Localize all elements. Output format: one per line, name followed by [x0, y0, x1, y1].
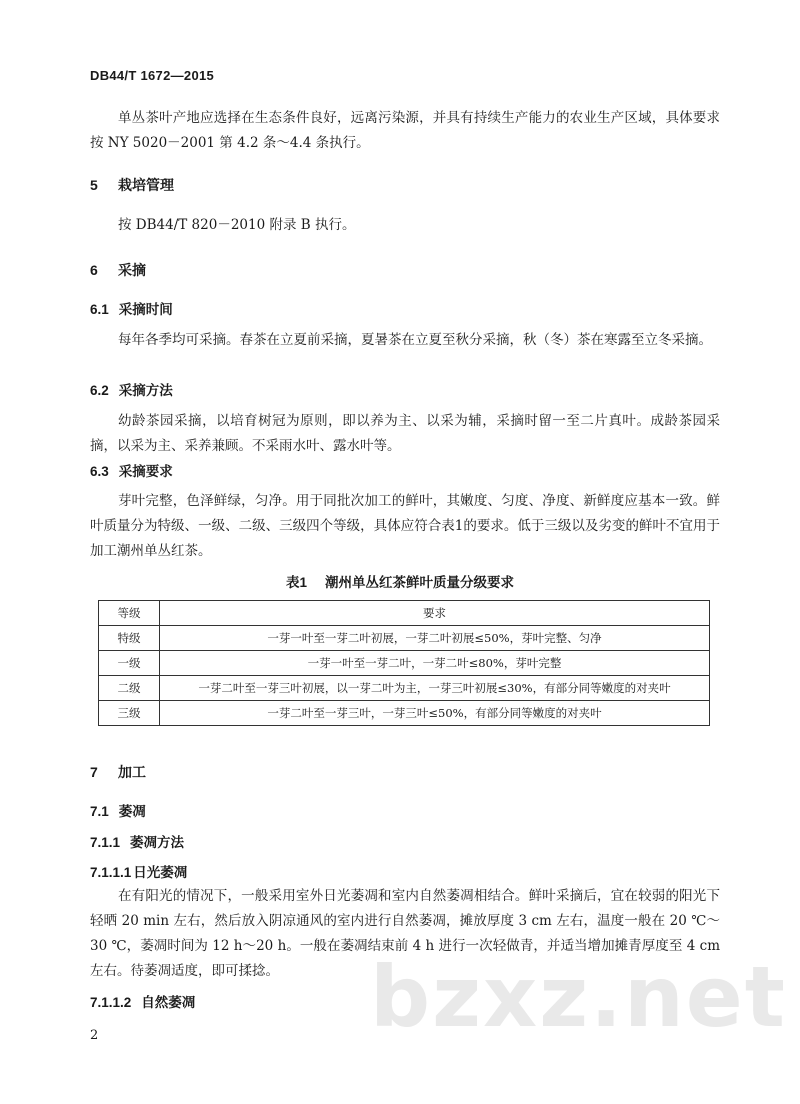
section-title: 采摘方法 [118, 383, 173, 398]
table-row [99, 676, 710, 701]
table-row [99, 701, 710, 726]
table-title: 潮州单丛红茶鲜叶质量分级要求 [325, 575, 514, 590]
section-7-1-1-1-heading [90, 861, 187, 881]
header-cell-requirement: 要求 [160, 601, 710, 626]
grading-table [98, 600, 710, 726]
section-number: 7.1.1 [90, 835, 121, 850]
grade-cell: 一级 [99, 651, 160, 676]
table-row [99, 626, 710, 651]
section-6-heading [90, 260, 146, 280]
section-number: 5 [90, 177, 98, 193]
section-number: 7.1 [90, 804, 109, 819]
table-row [99, 651, 710, 676]
section-6-1-heading [90, 298, 173, 318]
table-number: 表1 [285, 575, 307, 590]
watermark: bzxz.net [370, 948, 787, 1046]
section-number: 7 [90, 764, 98, 780]
table-caption [0, 571, 800, 591]
section-5-paragraph: 按 DB44/T 820－2010 附录 B 执行。 [118, 217, 356, 233]
section-title: 萎凋方法 [130, 835, 185, 850]
section-6-3-paragraph: 芽叶完整，色泽鲜绿，匀净。用于同批次加工的鲜叶，其嫩度、匀度、净度、新鲜度应基本一致。鲜叶质量分为特级、一级、二级、三级四个等级，具体应符合表1的要求。低于三级以及劣变的鲜叶不宜用于加工潮州单丛红茶。 [90, 493, 720, 559]
section-number: 6.1 [90, 302, 109, 317]
section-title: 自然萎凋 [141, 995, 196, 1010]
requirement-cell: 一芽二叶至一芽三叶，一芽三叶≤50%，有部分同等嫩度的对夹叶 [160, 701, 710, 726]
section-7-1-1-1-paragraph: 在有阳光的情况下，一般采用室外日光萎凋和室内自然萎凋相结合。鲜叶采摘后，宜在较弱的阳光下轻晒 20 min 左右，然后放入阴凉通风的室内进行自然萎凋，摊放厚度 3 cm 左右，温度一般在 20 ℃～30 ℃，萎凋时间为 12 h～20 h。一般在萎凋结束前 4 h 进行一次轻做青，并适当增加摊青厚度至 4 cm 左右。待萎凋适度，即可揉捻。 [90, 888, 720, 979]
section-title: 萎凋 [118, 804, 146, 819]
section-7-1-1-2-heading [90, 991, 195, 1011]
section-number: 6.2 [90, 383, 109, 398]
table-header-row [99, 601, 710, 626]
section-6-2-paragraph: 幼龄茶园采摘，以培育树冠为原则，即以养为主、以采为辅，采摘时留一至二片真叶。成龄茶园采摘，以采为主、采养兼顾。不采雨水叶、露水叶等。 [90, 413, 720, 454]
grade-cell: 二级 [99, 676, 160, 701]
section-number: 6.3 [90, 464, 109, 479]
section-title: 采摘要求 [118, 464, 173, 479]
section-7-1-heading [90, 800, 146, 820]
requirement-cell: 一芽一叶至一芽二叶，一芽二叶≤80%，芽叶完整 [160, 651, 710, 676]
page-number: 2 [90, 1028, 99, 1043]
requirement-cell: 一芽一叶至一芽二叶初展，一芽二叶初展≤50%，芽叶完整、匀净 [160, 626, 710, 651]
grade-cell: 特级 [99, 626, 160, 651]
section-title: 加工 [118, 764, 146, 780]
section-title: 日光萎凋 [133, 865, 188, 880]
section-6-1-paragraph: 每年各季均可采摘。春茶在立夏前采摘，夏暑茶在立夏至秋分采摘，秋（冬）茶在寒露至立冬采摘。 [118, 332, 712, 348]
header-cell-grade: 等级 [99, 601, 160, 626]
section-6-3-heading [90, 460, 173, 480]
section-7-heading [90, 762, 146, 782]
section-7-1-1-heading [90, 831, 184, 851]
section-title: 采摘时间 [118, 302, 173, 317]
section-number: 7.1.1.2 [90, 995, 132, 1010]
requirement-cell: 一芽二叶至一芽三叶初展，以一芽二叶为主，一芽三叶初展≤30%，有部分同等嫩度的对夹叶 [160, 676, 710, 701]
standard-code-header: DB44/T 1672—2015 [90, 68, 215, 83]
section-number: 6 [90, 262, 98, 278]
grade-cell: 三级 [99, 701, 160, 726]
section-6-2-heading [90, 379, 173, 399]
section-number: 7.1.1.1 [90, 865, 132, 880]
section-title: 采摘 [118, 262, 146, 278]
section-title: 栽培管理 [118, 177, 174, 193]
intro-paragraph: 单丛茶叶产地应选择在生态条件良好，远离污染源，并具有持续生产能力的农业生产区域，具体要求按 NY 5020－2001 第 4.2 条～4.4 条执行。 [90, 110, 720, 151]
section-5-heading [90, 175, 174, 195]
